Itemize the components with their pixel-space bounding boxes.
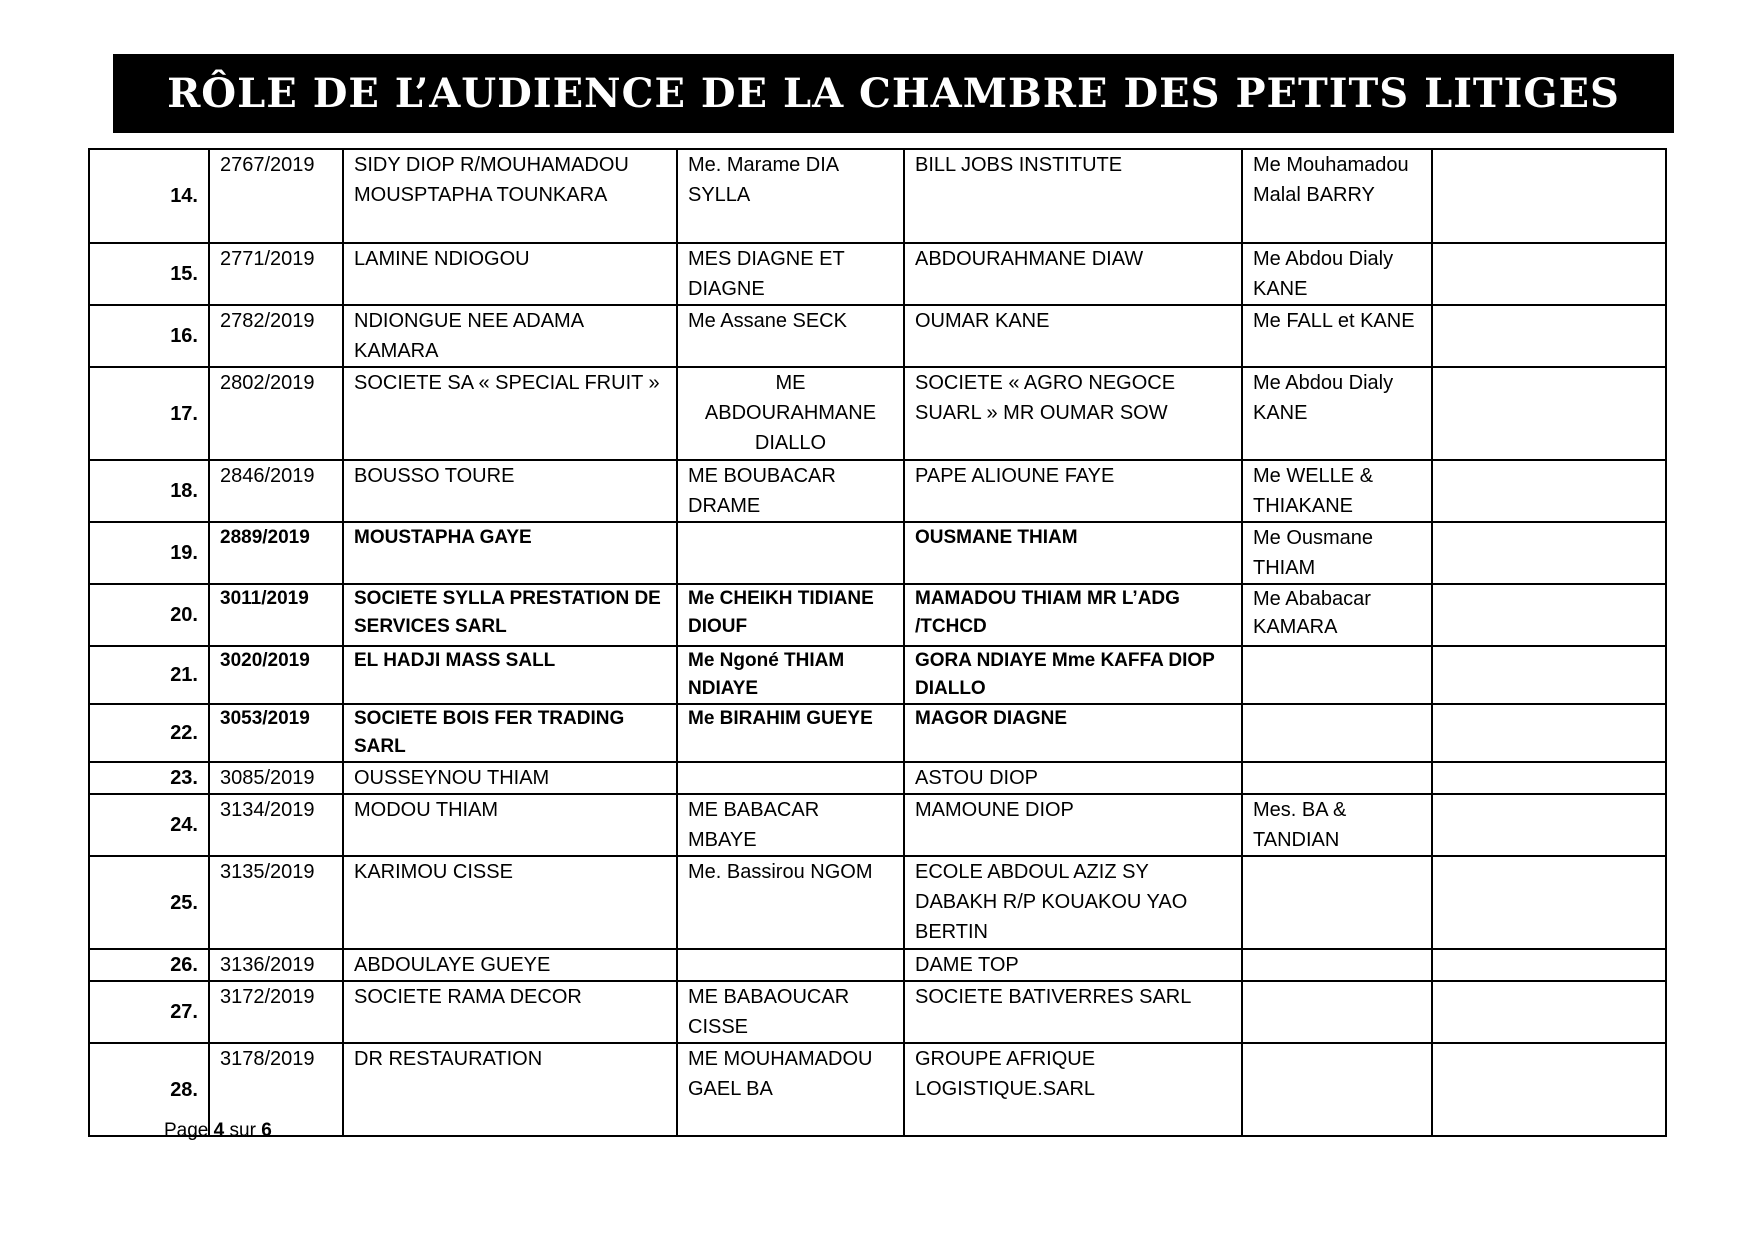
plaintiff-lawyer: Me CHEIKH TIDIANE DIOUF bbox=[677, 584, 904, 646]
defendant: MAGOR DIAGNE bbox=[904, 704, 1242, 762]
case-reference: 3053/2019 bbox=[209, 704, 343, 762]
plaintiff: DR RESTAURATION bbox=[343, 1043, 677, 1136]
plaintiff-lawyer: Me. Marame DIA SYLLA bbox=[677, 149, 904, 243]
page-title: RÔLE DE L’AUDIENCE DE LA CHAMBRE DES PETITS LITIGES bbox=[167, 70, 1620, 117]
case-reference: 2767/2019 bbox=[209, 149, 343, 243]
plaintiff-lawyer bbox=[677, 949, 904, 981]
defendant-lawyer bbox=[1242, 704, 1432, 762]
row-number: 27. bbox=[89, 981, 209, 1043]
case-reference: 3172/2019 bbox=[209, 981, 343, 1043]
defendant-lawyer: Me WELLE & THIAKANE bbox=[1242, 460, 1432, 522]
table-row bbox=[89, 149, 1666, 243]
row-number: 14. bbox=[89, 149, 209, 243]
defendant-lawyer bbox=[1242, 949, 1432, 981]
title-banner bbox=[113, 54, 1674, 133]
defendant: OUMAR KANE bbox=[904, 305, 1242, 367]
table-row bbox=[89, 949, 1666, 981]
table-row bbox=[89, 704, 1666, 762]
plaintiff-lawyer bbox=[677, 762, 904, 794]
table-row bbox=[89, 1043, 1666, 1136]
case-reference: 2889/2019 bbox=[209, 522, 343, 584]
plaintiff: SIDY DIOP R/MOUHAMADOU MOUSPTAPHA TOUNKARA bbox=[343, 149, 677, 243]
defendant-lawyer bbox=[1242, 646, 1432, 704]
extra-cell bbox=[1432, 367, 1666, 460]
page-prefix: Page bbox=[164, 1120, 209, 1141]
defendant: SOCIETE « AGRO NEGOCE SUARL » MR OUMAR SOW bbox=[904, 367, 1242, 460]
extra-cell bbox=[1432, 704, 1666, 762]
defendant-lawyer: Me Abdou Dialy KANE bbox=[1242, 243, 1432, 305]
row-number: 20. bbox=[89, 584, 209, 646]
defendant-lawyer: Me Ababacar KAMARA bbox=[1242, 584, 1432, 646]
plaintiff: BOUSSO TOURE bbox=[343, 460, 677, 522]
row-number: 18. bbox=[89, 460, 209, 522]
row-number: 22. bbox=[89, 704, 209, 762]
row-number: 26. bbox=[89, 949, 209, 981]
defendant-lawyer: Me FALL et KANE bbox=[1242, 305, 1432, 367]
plaintiff: SOCIETE SA « SPECIAL FRUIT » bbox=[343, 367, 677, 460]
extra-cell bbox=[1432, 794, 1666, 856]
plaintiff: EL HADJI MASS SALL bbox=[343, 646, 677, 704]
extra-cell bbox=[1432, 856, 1666, 949]
plaintiff-lawyer: ME BABAOUCAR CISSE bbox=[677, 981, 904, 1043]
row-number: 17. bbox=[89, 367, 209, 460]
defendant-lawyer: Me Ousmane THIAM bbox=[1242, 522, 1432, 584]
defendant-lawyer bbox=[1242, 981, 1432, 1043]
plaintiff-lawyer: Me BIRAHIM GUEYE bbox=[677, 704, 904, 762]
plaintiff-lawyer: ME BOUBACAR DRAME bbox=[677, 460, 904, 522]
table-row bbox=[89, 460, 1666, 522]
plaintiff-lawyer: Me Assane SECK bbox=[677, 305, 904, 367]
plaintiff: MOUSTAPHA GAYE bbox=[343, 522, 677, 584]
defendant: OUSMANE THIAM bbox=[904, 522, 1242, 584]
extra-cell bbox=[1432, 305, 1666, 367]
plaintiff-lawyer bbox=[677, 522, 904, 584]
extra-cell bbox=[1432, 522, 1666, 584]
defendant: ECOLE ABDOUL AZIZ SY DABAKH R/P KOUAKOU YAO BERTIN bbox=[904, 856, 1242, 949]
defendant-lawyer: Mes. BA & TANDIAN bbox=[1242, 794, 1432, 856]
plaintiff-lawyer: ME ABDOURAHMANE DIALLO bbox=[677, 367, 904, 460]
case-reference: 3134/2019 bbox=[209, 794, 343, 856]
row-number: 16. bbox=[89, 305, 209, 367]
case-reference: 3135/2019 bbox=[209, 856, 343, 949]
case-reference: 3020/2019 bbox=[209, 646, 343, 704]
page-footer bbox=[164, 1120, 272, 1142]
plaintiff: LAMINE NDIOGOU bbox=[343, 243, 677, 305]
plaintiff: MODOU THIAM bbox=[343, 794, 677, 856]
extra-cell bbox=[1432, 243, 1666, 305]
table-row bbox=[89, 305, 1666, 367]
plaintiff: SOCIETE BOIS FER TRADING SARL bbox=[343, 704, 677, 762]
plaintiff-lawyer: MES DIAGNE ET DIAGNE bbox=[677, 243, 904, 305]
row-number: 24. bbox=[89, 794, 209, 856]
plaintiff: SOCIETE RAMA DECOR bbox=[343, 981, 677, 1043]
extra-cell bbox=[1432, 949, 1666, 981]
hearing-roll-table bbox=[88, 148, 1667, 1137]
defendant-lawyer: Me Mouhamadou Malal BARRY bbox=[1242, 149, 1432, 243]
table-row bbox=[89, 981, 1666, 1043]
extra-cell bbox=[1432, 762, 1666, 794]
plaintiff-lawyer: Me Ngoné THIAM NDIAYE bbox=[677, 646, 904, 704]
row-number: 19. bbox=[89, 522, 209, 584]
case-reference: 3136/2019 bbox=[209, 949, 343, 981]
page-separator: sur bbox=[229, 1120, 256, 1141]
extra-cell bbox=[1432, 460, 1666, 522]
case-reference: 2782/2019 bbox=[209, 305, 343, 367]
row-number: 25. bbox=[89, 856, 209, 949]
total-page-count: 6 bbox=[261, 1120, 272, 1141]
plaintiff-lawyer: ME BABACAR MBAYE bbox=[677, 794, 904, 856]
case-reference: 3011/2019 bbox=[209, 584, 343, 646]
plaintiff: SOCIETE SYLLA PRESTATION DE SERVICES SARL bbox=[343, 584, 677, 646]
plaintiff-lawyer: Me. Bassirou NGOM bbox=[677, 856, 904, 949]
defendant: MAMOUNE DIOP bbox=[904, 794, 1242, 856]
case-reference: 3085/2019 bbox=[209, 762, 343, 794]
defendant: SOCIETE BATIVERRES SARL bbox=[904, 981, 1242, 1043]
defendant-lawyer bbox=[1242, 856, 1432, 949]
current-page-number: 4 bbox=[213, 1120, 225, 1141]
table-row bbox=[89, 522, 1666, 584]
row-number: 15. bbox=[89, 243, 209, 305]
plaintiff-lawyer: ME MOUHAMADOU GAEL BA bbox=[677, 1043, 904, 1136]
table-row bbox=[89, 367, 1666, 460]
extra-cell bbox=[1432, 646, 1666, 704]
defendant: ABDOURAHMANE DIAW bbox=[904, 243, 1242, 305]
row-number: 28. bbox=[89, 1043, 209, 1136]
plaintiff: NDIONGUE NEE ADAMA KAMARA bbox=[343, 305, 677, 367]
defendant-lawyer bbox=[1242, 762, 1432, 794]
extra-cell bbox=[1432, 584, 1666, 646]
case-reference: 3178/2019 bbox=[209, 1043, 343, 1136]
plaintiff: KARIMOU CISSE bbox=[343, 856, 677, 949]
table-row bbox=[89, 856, 1666, 949]
defendant: BILL JOBS INSTITUTE bbox=[904, 149, 1242, 243]
plaintiff: OUSSEYNOU THIAM bbox=[343, 762, 677, 794]
case-reference: 2846/2019 bbox=[209, 460, 343, 522]
table-row bbox=[89, 762, 1666, 794]
case-reference: 2771/2019 bbox=[209, 243, 343, 305]
row-number: 21. bbox=[89, 646, 209, 704]
table-row bbox=[89, 243, 1666, 305]
table-row bbox=[89, 646, 1666, 704]
defendant-lawyer bbox=[1242, 1043, 1432, 1136]
row-number: 23. bbox=[89, 762, 209, 794]
defendant: GORA NDIAYE Mme KAFFA DIOP DIALLO bbox=[904, 646, 1242, 704]
defendant: GROUPE AFRIQUE LOGISTIQUE.SARL bbox=[904, 1043, 1242, 1136]
table-row bbox=[89, 584, 1666, 646]
defendant: DAME TOP bbox=[904, 949, 1242, 981]
defendant: PAPE ALIOUNE FAYE bbox=[904, 460, 1242, 522]
extra-cell bbox=[1432, 981, 1666, 1043]
table-row bbox=[89, 794, 1666, 856]
extra-cell bbox=[1432, 149, 1666, 243]
case-reference: 2802/2019 bbox=[209, 367, 343, 460]
defendant-lawyer: Me Abdou Dialy KANE bbox=[1242, 367, 1432, 460]
plaintiff: ABDOULAYE GUEYE bbox=[343, 949, 677, 981]
defendant: MAMADOU THIAM MR L’ADG /TCHCD bbox=[904, 584, 1242, 646]
defendant: ASTOU DIOP bbox=[904, 762, 1242, 794]
extra-cell bbox=[1432, 1043, 1666, 1136]
